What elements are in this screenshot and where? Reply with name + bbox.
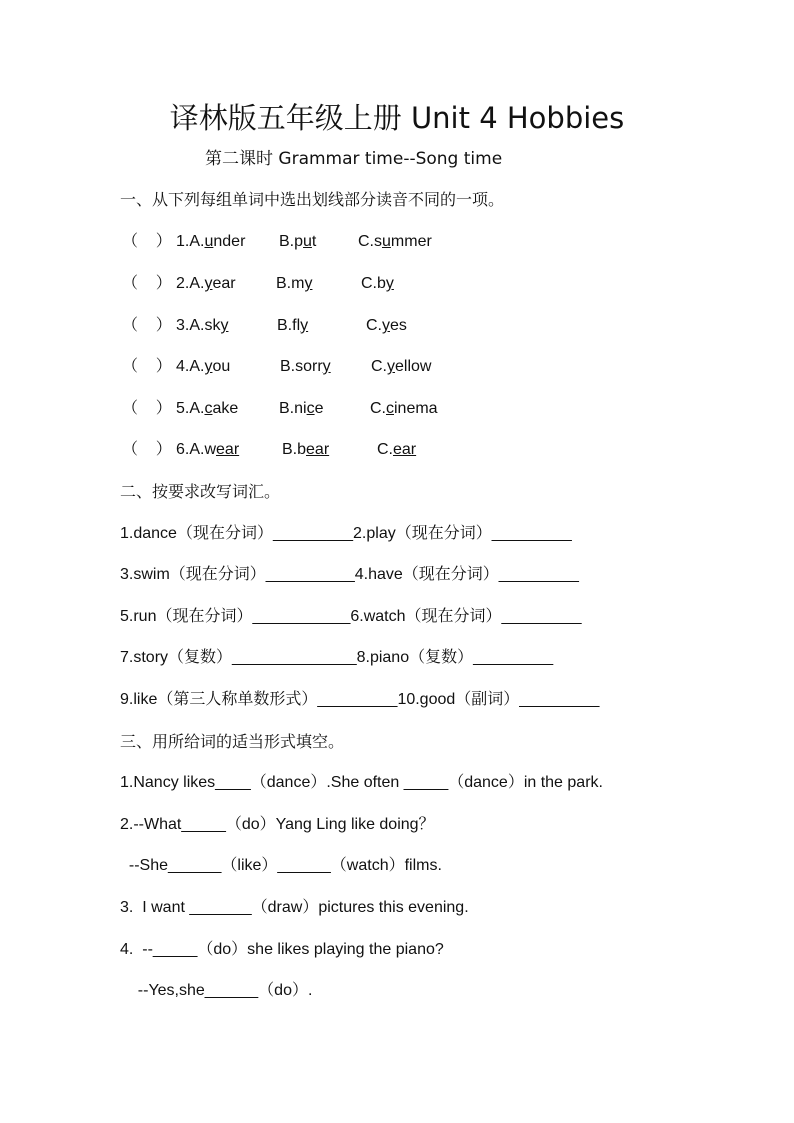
- section3-line-3: --She______（like）______（watch）films.: [120, 857, 442, 874]
- section3-line-1: 1.Nancy likes____（dance）.She often _____（dance）in the park.: [120, 774, 603, 791]
- section3-line-2: 2.--What_____（do）Yang Ling like doing？: [120, 816, 435, 833]
- underlined-part: c: [306, 400, 315, 417]
- answer-blank: （ ）: [122, 358, 172, 375]
- option-b: B.bear: [282, 441, 330, 458]
- underlined-part: ear: [306, 441, 330, 458]
- option-b: B.fly: [277, 317, 309, 334]
- option-c: C.yellow: [371, 358, 432, 375]
- page-title: 译林版五年级上册 Unit 4 Hobbies: [169, 101, 625, 135]
- option-b: B.nice: [279, 400, 324, 417]
- underlined-part: u: [382, 233, 391, 250]
- option-c: C.cinema: [370, 400, 438, 417]
- underlined-part: ear: [393, 441, 417, 458]
- option-b: B.put: [279, 233, 317, 250]
- underlined-part: y: [204, 358, 213, 375]
- option-a: 3.A.sky: [176, 317, 229, 334]
- answer-blank: （ ）: [122, 233, 172, 250]
- option-c: C.yes: [366, 317, 407, 334]
- section2-heading: 二、按要求改写词汇。: [120, 482, 281, 501]
- section2-line-3: 5.run（现在分词）___________6.watch（现在分词）_________: [120, 608, 582, 625]
- option-a: 4.A.you: [176, 358, 231, 375]
- section3-line-4: 3. I want _______（draw）pictures this evening.: [120, 899, 469, 916]
- underlined-part: c: [204, 400, 213, 417]
- section1-heading: 一、从下列每组单词中选出划线部分读音不同的一项。: [120, 190, 505, 209]
- underlined-part: y: [220, 317, 229, 334]
- option-a: 1.A.under: [176, 233, 246, 250]
- option-c: C.ear: [377, 441, 417, 458]
- answer-blank: （ ）: [122, 275, 172, 292]
- underlined-part: u: [204, 233, 214, 250]
- option-b: B.my: [276, 275, 313, 292]
- section2-line-4: 7.story（复数）______________8.piano（复数）_________: [120, 649, 554, 666]
- section3-line-5: 4. --_____（do）she likes playing the piano?: [120, 941, 444, 958]
- option-a: 2.A.year: [176, 275, 236, 292]
- underlined-part: y: [300, 317, 309, 334]
- underlined-part: u: [303, 233, 312, 250]
- underlined-part: y: [304, 275, 313, 292]
- underlined-part: y: [385, 275, 394, 292]
- page-subtitle: 第二课时 Grammar time--Song time: [205, 149, 503, 169]
- section3-line-6: --Yes,she______（do）.: [120, 982, 313, 999]
- option-c: C.by: [361, 275, 394, 292]
- section2-line-5: 9.like（第三人称单数形式）_________10.good（副词）_________: [120, 691, 600, 708]
- section2-line-1: 1.dance（现在分词）_________2.play（现在分词）_________: [120, 525, 572, 542]
- option-a: 6.A.wear: [176, 441, 240, 458]
- option-b: B.sorry: [280, 358, 331, 375]
- underlined-part: y: [204, 275, 213, 292]
- underlined-part: y: [322, 358, 331, 375]
- underlined-part: ear: [216, 441, 240, 458]
- underlined-part: y: [387, 358, 395, 375]
- option-c: C.summer: [358, 233, 432, 250]
- answer-blank: （ ）: [122, 400, 172, 417]
- option-a: 5.A.cake: [176, 400, 239, 417]
- section3-heading: 三、用所给词的适当形式填空。: [120, 732, 345, 751]
- underlined-part: c: [386, 400, 394, 417]
- answer-blank: （ ）: [122, 317, 172, 334]
- section2-line-2: 3.swim（现在分词）__________4.have（现在分词）_________: [120, 566, 579, 583]
- underlined-part: y: [382, 317, 390, 334]
- answer-blank: （ ）: [122, 441, 172, 458]
